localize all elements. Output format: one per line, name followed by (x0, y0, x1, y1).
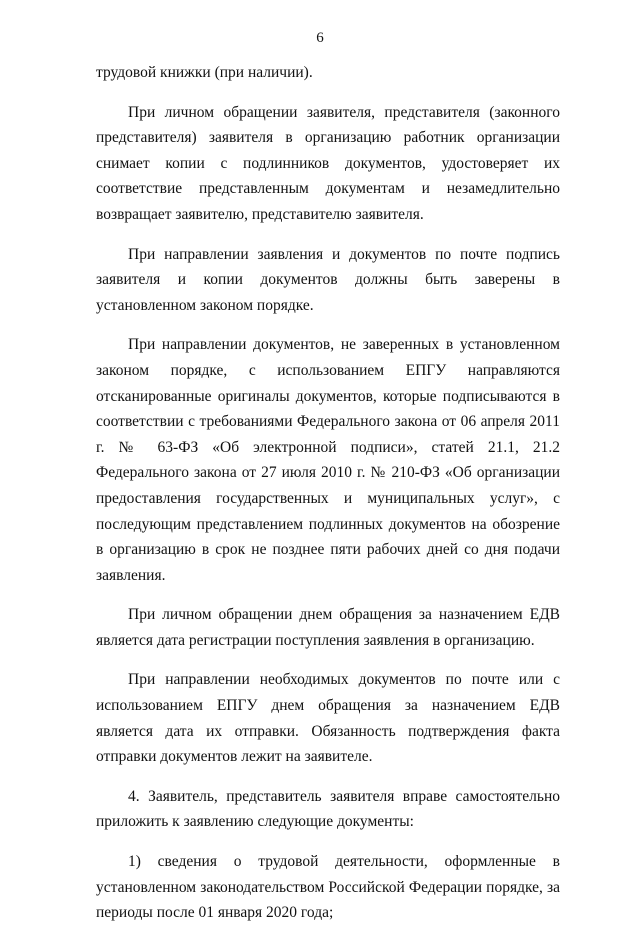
paragraph-personal-appeal-copies: При личном обращении заявителя, представителя (законного представителя) заявителя в организацию работник организации снимает копии с подлинников документов, удостоверяет их соответствие представленным документам и незамедлительно возвращает заявителю, представителю заявителя. (96, 103, 560, 223)
paragraph-item-4: 4. Заявитель, представитель заявителя вправе самостоятельно приложить к заявлению следующие документы: (96, 787, 560, 831)
paragraph-postal-submission: При направлении заявления и документов по почте подпись заявителя и копии документов должны быть заверены в установленном законом порядке. (96, 245, 560, 314)
paragraph-appeal-date-personal: При личном обращении днем обращения за назначением ЕДВ является дата регистрации поступления заявления в организацию. (96, 606, 560, 649)
paragraph-epgu-submission: При направлении документов, не заверенных в установленном законом порядке, с использованием ЕПГУ направляются отсканированные оригиналы документов, которые подписываются в соответствии с требованиями Федерального закона от 06 апреля 2011 г. № 63-ФЗ «Об электронной подписи», статей 21.1, 21.2 Федерального закона от 27 июля 2010 г. № 210-ФЗ «Об организации предоставления государственных и муниципальных услуг», с последующим представлением подлинных документов на обозрение в организацию в срок не позднее пяти рабочих дней со дня подачи заявления. (96, 336, 560, 584)
paragraph-appeal-date-postal: При направлении необходимых документов по почте или с использованием ЕПГУ днем обращения за назначением ЕДВ является дата их отправки. Обязанность подтверждения факта отправки документов лежит на заявителе. (96, 671, 560, 766)
document-body (96, 60, 560, 926)
page-number: 6 (316, 30, 324, 46)
paragraph-subitem-1: 1) сведения о трудовой деятельности, оформленные в установленном законодательством Российской Федерации порядке, за периоды после 01 января 2020 года; (96, 853, 560, 922)
paragraph-continuation: трудовой книжки (при наличии). (96, 64, 313, 81)
